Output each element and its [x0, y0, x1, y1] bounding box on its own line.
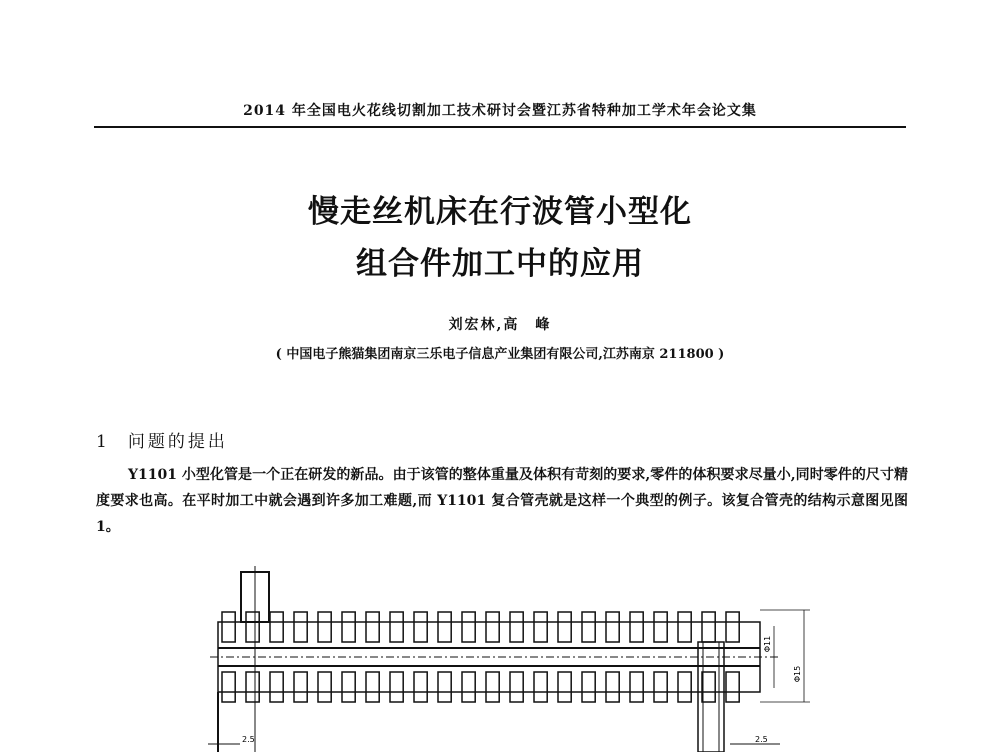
fin-upper: [222, 612, 235, 642]
fin-lower: [222, 672, 235, 702]
fin-lower: [558, 672, 571, 702]
fin-lower: [534, 672, 547, 702]
fin-lower: [438, 672, 451, 702]
fin-upper: [606, 612, 619, 642]
fin-upper: [726, 612, 739, 642]
section-number: 1: [96, 432, 110, 452]
fin-lower: [390, 672, 403, 702]
paper-title-line2: 组合件加工中的应用: [356, 246, 644, 282]
fin-upper: [510, 612, 523, 642]
fin-lower: [726, 672, 739, 702]
fin-lower: [486, 672, 499, 702]
figure-1-drawing: [200, 562, 820, 752]
right-port-dim-text: 2.5: [755, 735, 768, 744]
fin-upper: [366, 612, 379, 642]
fin-upper: [414, 612, 427, 642]
fin-lower: [342, 672, 355, 702]
fin-lower: [654, 672, 667, 702]
figure-1-svg: [200, 562, 820, 752]
dim-inner-text: Φ11: [763, 635, 772, 653]
fin-upper: [582, 612, 595, 642]
fin-lower: [630, 672, 643, 702]
fin-upper: [534, 612, 547, 642]
paper-title-line1: 慢走丝机床在行波管小型化: [308, 194, 692, 230]
fin-lower: [294, 672, 307, 702]
header-rule: [94, 126, 906, 128]
paper-affiliation: ( 中国电子熊猫集团南京三乐电子信息产业集团有限公司,江苏南京 211800 ): [275, 347, 725, 362]
fin-upper: [294, 612, 307, 642]
fin-lower: [414, 672, 427, 702]
fin-upper: [654, 612, 667, 642]
fin-lower: [510, 672, 523, 702]
fin-upper: [390, 612, 403, 642]
fin-upper: [462, 612, 475, 642]
fin-lower: [702, 672, 715, 702]
section-heading: [96, 427, 228, 452]
fin-upper: [318, 612, 331, 642]
fin-lower: [606, 672, 619, 702]
fin-lower: [318, 672, 331, 702]
fin-upper: [486, 612, 499, 642]
fin-upper: [678, 612, 691, 642]
fin-upper: [558, 612, 571, 642]
fin-upper: [438, 612, 451, 642]
fin-lower: [462, 672, 475, 702]
fin-lower: [246, 672, 259, 702]
left-port-dim-text: 2.5: [242, 735, 255, 744]
fin-lower: [270, 672, 283, 702]
fin-lower: [366, 672, 379, 702]
running-header: 2014 年全国电火花线切割加工技术研讨会暨江苏省特种加工学术年会论文集: [243, 103, 757, 119]
fin-upper: [630, 612, 643, 642]
body-paragraph: Y1101 小型化管是一个正在研发的新品。由于该管的整体重量及体积有苛刻的要求,零件的体积要求尽量小,同时零件的尺寸精度要求也高。在平时加工中就会遇到许多加工难题,而 Y1101 复合管壳就是这样一个典型的例子。该复合管壳的结构示意图见图 1。: [96, 467, 908, 535]
section-title: 问题的提出: [127, 432, 228, 452]
fin-lower: [582, 672, 595, 702]
fin-upper: [342, 612, 355, 642]
dim-outer-text: Φ15: [793, 665, 802, 683]
fin-upper: [702, 612, 715, 642]
fin-upper: [270, 612, 283, 642]
fin-upper: [246, 612, 259, 642]
paper-authors: 刘宏林,高 峰: [448, 317, 552, 333]
fin-lower: [678, 672, 691, 702]
